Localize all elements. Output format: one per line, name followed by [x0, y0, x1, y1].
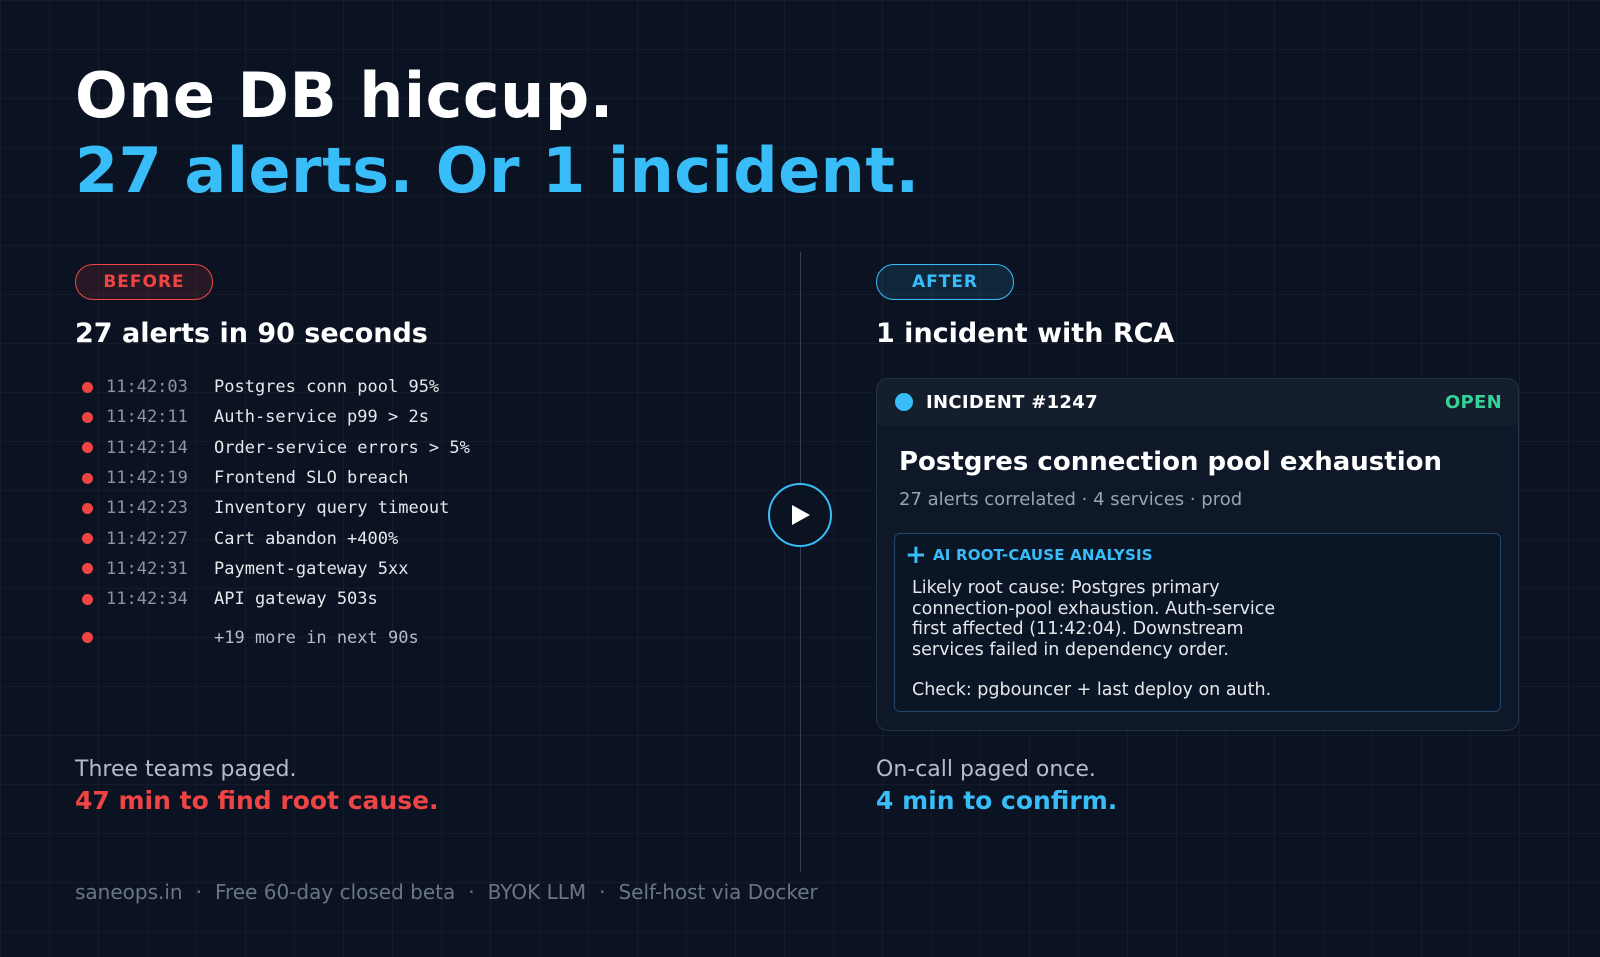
alert-dot-icon	[82, 563, 93, 574]
plus-icon: +	[905, 540, 927, 570]
incident-meta: 27 alerts correlated · 4 services · prod	[899, 489, 1243, 510]
alert-message: Payment-gateway 5xx	[214, 558, 409, 579]
alert-time: 11:42:34	[106, 589, 188, 610]
footer-domain[interactable]: saneops.in	[75, 880, 183, 904]
headline-line-1: One DB hiccup.	[75, 59, 614, 132]
rca-heading: AI ROOT-CAUSE ANALYSIS	[933, 546, 1153, 564]
alert-row	[82, 493, 470, 523]
alert-time: 11:42:31	[106, 558, 188, 579]
rca-body-line: Likely root cause: Postgres primary	[912, 578, 1220, 598]
incident-title: Postgres connection pool exhaustion	[899, 447, 1442, 477]
alert-message: Frontend SLO breach	[214, 468, 409, 489]
rca-body-line: services failed in dependency order.	[912, 639, 1229, 660]
alert-dot-icon	[82, 412, 93, 423]
incident-id: INCIDENT #1247	[926, 391, 1098, 413]
alert-dot-icon	[82, 473, 93, 484]
alert-row	[82, 433, 470, 463]
rca-panel	[894, 533, 1501, 712]
alert-message: Auth-service p99 > 2s	[214, 407, 429, 428]
footer-byok: BYOK LLM	[487, 880, 587, 904]
footer	[75, 880, 818, 904]
alert-time: 11:42:23	[106, 498, 188, 519]
alert-time: 11:42:14	[106, 437, 188, 458]
alert-message: Postgres conn pool 95%	[214, 377, 440, 398]
alert-dot-icon	[82, 533, 93, 544]
before-badge: BEFORE	[75, 264, 213, 300]
alert-row	[82, 523, 470, 553]
alert-dot-icon	[82, 594, 93, 605]
alert-message: Inventory query timeout	[214, 498, 450, 519]
alert-row	[82, 554, 470, 584]
alert-row	[82, 402, 470, 432]
alert-dot-icon	[82, 503, 93, 514]
rca-check: Check: pgbouncer + last deploy on auth.	[912, 680, 1272, 700]
footer-selfhost: Self-host via Docker	[618, 880, 818, 904]
alert-row	[82, 584, 470, 614]
alert-time: 11:42:03	[106, 377, 188, 398]
alert-dot-icon	[82, 632, 93, 643]
after-title: 1 incident with RCA	[876, 318, 1175, 349]
more-alerts-text: +19 more in next 90s	[214, 627, 419, 648]
alert-message: Cart abandon +400%	[214, 528, 399, 549]
alert-message: API gateway 503s	[214, 589, 378, 610]
alert-time: 11:42:11	[106, 407, 188, 428]
footer-beta: Free 60-day closed beta	[214, 880, 456, 904]
headline	[75, 58, 920, 208]
alert-time: 11:42:19	[106, 468, 188, 489]
play-icon	[787, 502, 813, 528]
incident-card[interactable]	[876, 378, 1519, 731]
footer-separator: ·	[599, 880, 606, 904]
footer-separator: ·	[195, 880, 202, 904]
incident-card-header	[877, 379, 1518, 425]
column-divider	[800, 252, 801, 872]
before-outcome-teams: Three teams paged.	[75, 757, 297, 782]
alert-dot-icon	[82, 382, 93, 393]
headline-line-2: 27 alerts. Or 1 incident.	[75, 134, 920, 207]
before-outcome-time: 47 min to find root cause.	[75, 786, 439, 815]
alert-dot-icon	[82, 442, 93, 453]
alert-row	[82, 463, 470, 493]
after-outcome-paged: On-call paged once.	[876, 757, 1096, 782]
before-title: 27 alerts in 90 seconds	[75, 318, 428, 349]
alert-message: Order-service errors > 5%	[214, 437, 470, 458]
rca-body	[912, 578, 1492, 660]
incident-status-dot-icon	[895, 393, 913, 411]
alert-row-more	[82, 622, 470, 652]
rca-body-line: connection-pool exhaustion. Auth-service	[912, 598, 1276, 619]
alert-row	[82, 372, 470, 402]
rca-body-line: first affected (11:42:04). Downstream	[912, 619, 1244, 639]
footer-separator: ·	[468, 880, 475, 904]
alert-time: 11:42:27	[106, 528, 188, 549]
after-badge: AFTER	[876, 264, 1014, 300]
alert-list	[82, 372, 470, 653]
rca-header	[905, 542, 1153, 568]
play-button[interactable]	[768, 483, 832, 547]
after-outcome-time: 4 min to confirm.	[876, 786, 1118, 815]
incident-status-badge: OPEN	[1444, 391, 1502, 413]
